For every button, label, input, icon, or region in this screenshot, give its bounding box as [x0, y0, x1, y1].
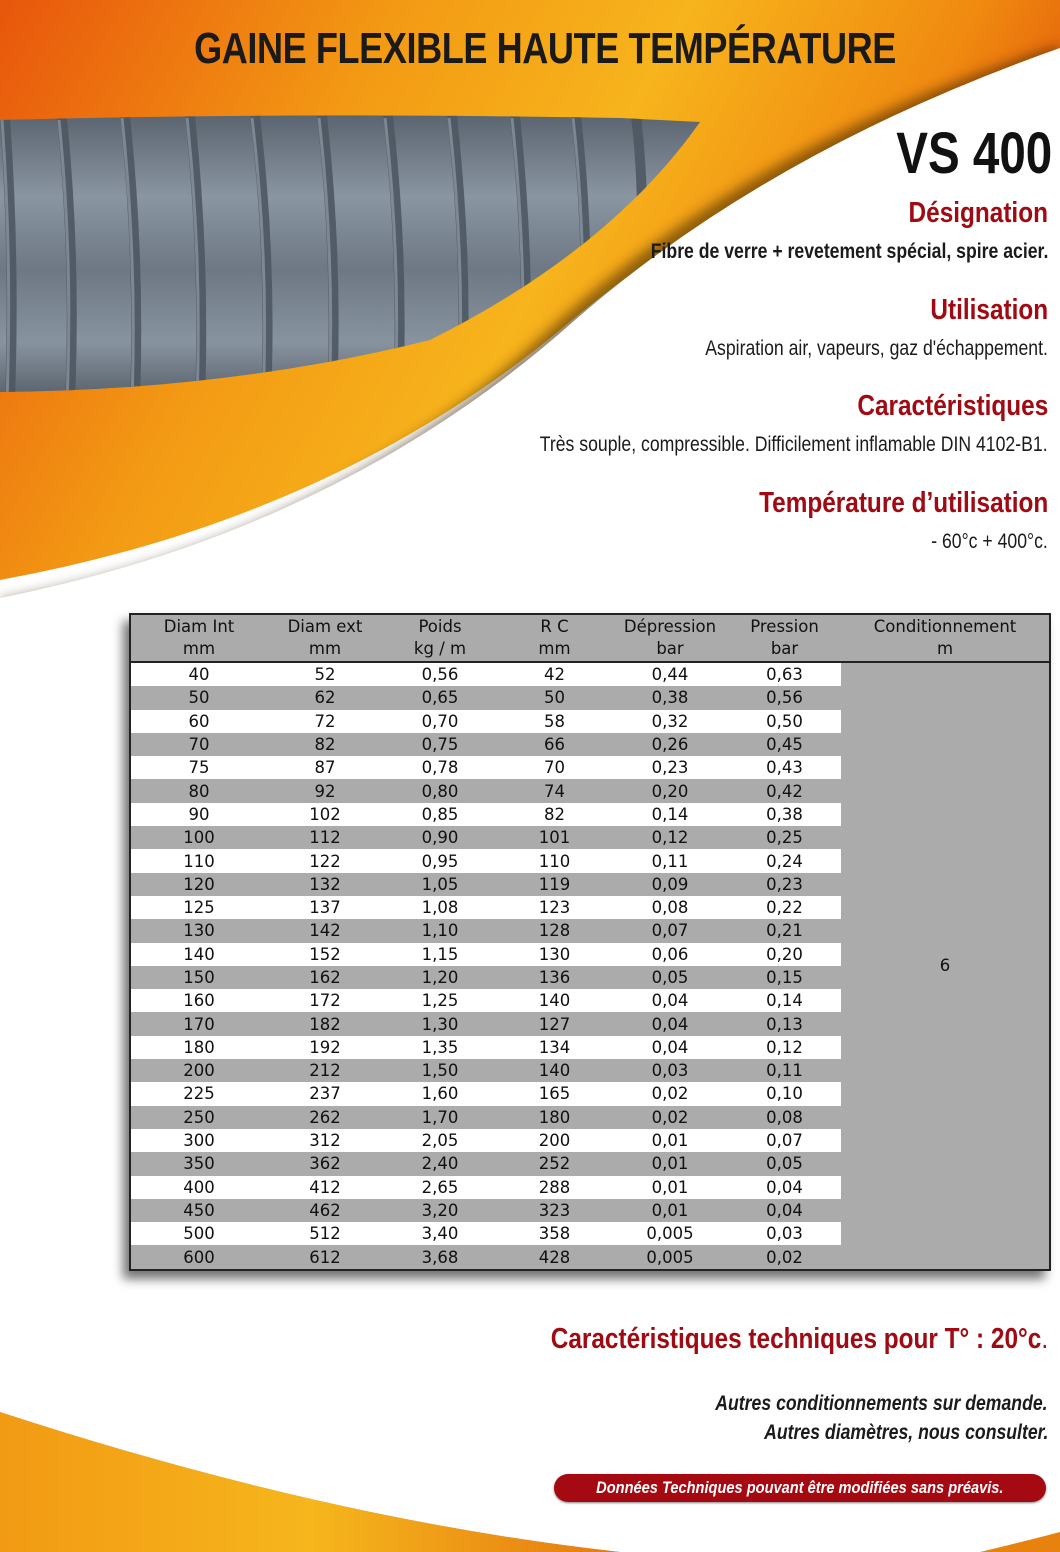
column-header [841, 615, 1049, 662]
table-cell: 200 [497, 1129, 612, 1152]
column-header-name: Poids [418, 617, 462, 636]
table-cell: 0,04 [728, 1199, 841, 1222]
table-cell: 82 [267, 733, 383, 756]
table-cell: 152 [267, 943, 383, 966]
table-cell: 0,04 [612, 1012, 728, 1035]
table-cell: 0,01 [612, 1199, 728, 1222]
table-cell: 400 [131, 1176, 267, 1199]
column-header-unit: m [936, 639, 954, 658]
table-cell: 200 [131, 1059, 267, 1082]
column-header [612, 615, 728, 662]
table-cell: 0,63 [728, 662, 841, 686]
table-cell: 100 [131, 826, 267, 849]
table-cell: 0,38 [728, 803, 841, 826]
table-cell: 0,01 [612, 1129, 728, 1152]
table-cell: 2,05 [383, 1129, 497, 1152]
table-cell: 160 [131, 989, 267, 1012]
table-cell: 170 [131, 1012, 267, 1035]
table-cell: 92 [267, 779, 383, 802]
table-cell: 119 [497, 873, 612, 896]
table-cell: 110 [131, 849, 267, 872]
table-cell: 112 [267, 826, 383, 849]
table-cell: 62 [267, 686, 383, 709]
table-cell: 0,15 [728, 966, 841, 989]
table-cell: 0,10 [728, 1082, 841, 1105]
column-header-name: R C [540, 617, 569, 636]
table-cell: 3,20 [383, 1199, 497, 1222]
table-cell: 1,30 [383, 1012, 497, 1035]
table-cell: 72 [267, 710, 383, 733]
table-cell: 0,65 [383, 686, 497, 709]
column-header [497, 615, 612, 662]
page-title: GAINE FLEXIBLE HAUTE TEMPÉRATURE [194, 24, 896, 73]
column-header-unit: bar [770, 639, 799, 658]
table-cell: 0,05 [728, 1152, 841, 1175]
table-cell: 130 [131, 919, 267, 942]
table-cell: 74 [497, 779, 612, 802]
table-cell: 212 [267, 1059, 383, 1082]
table-cell: 102 [267, 803, 383, 826]
table-cell: 0,005 [612, 1245, 728, 1268]
table-cell: 110 [497, 849, 612, 872]
table-cell: 50 [497, 686, 612, 709]
table-cell: 101 [497, 826, 612, 849]
table-cell: 180 [131, 1036, 267, 1059]
table-cell: 70 [497, 756, 612, 779]
table-cell: 0,13 [728, 1012, 841, 1035]
table-cell: 450 [131, 1199, 267, 1222]
table-cell: 142 [267, 919, 383, 942]
table-cell: 165 [497, 1082, 612, 1105]
table-cell: 70 [131, 733, 267, 756]
table-cell: 1,50 [383, 1059, 497, 1082]
table-cell: 0,11 [612, 849, 728, 872]
table-cell: 350 [131, 1152, 267, 1175]
table-cell: 0,56 [728, 686, 841, 709]
table-cell: 0,08 [728, 1106, 841, 1129]
table-cell: 1,08 [383, 896, 497, 919]
table-cell: 0,01 [612, 1176, 728, 1199]
table-cell: 2,40 [383, 1152, 497, 1175]
table-cell: 0,06 [612, 943, 728, 966]
table-cell: 323 [497, 1199, 612, 1222]
table-cell: 1,20 [383, 966, 497, 989]
table-cell: 0,12 [728, 1036, 841, 1059]
table-cell: 140 [497, 1059, 612, 1082]
disclaimer-text: Données Techniques pouvant être modifiées sans préavis. [596, 1478, 1004, 1497]
table-cell: 50 [131, 686, 267, 709]
table-cell: 0,14 [728, 989, 841, 1012]
table-cell: 1,70 [383, 1106, 497, 1129]
table-cell: 0,70 [383, 710, 497, 733]
table-cell: 237 [267, 1082, 383, 1105]
table-header-row [131, 615, 1049, 662]
table-cell: 162 [267, 966, 383, 989]
table-cell: 250 [131, 1106, 267, 1129]
column-header-unit: bar [656, 639, 684, 658]
column-header-unit: mm [308, 639, 342, 658]
section-text-caracteristiques: Très souple, compressible. Difficilement inflamable DIN 4102-B1. [540, 433, 1048, 456]
section-text-designation: Fibre de verre + revetement spécial, spire acier. [650, 240, 1048, 263]
table-cell: 180 [497, 1106, 612, 1129]
table-cell: 66 [497, 733, 612, 756]
table-cell: 182 [267, 1012, 383, 1035]
table-cell: 58 [497, 710, 612, 733]
table-cell: 0,07 [728, 1129, 841, 1152]
table-body [131, 662, 1049, 1269]
table-cell: 1,15 [383, 943, 497, 966]
table-cell: 123 [497, 896, 612, 919]
column-header-unit: kg / m [413, 639, 467, 658]
table-cell: 0,05 [612, 966, 728, 989]
table-cell: 0,23 [728, 873, 841, 896]
column-header-name: Diam ext [287, 617, 363, 636]
tech-conditions-text: Caractéristiques techniques pour T° : 20°c [550, 1323, 1042, 1355]
table-cell: 3,40 [383, 1222, 497, 1245]
table-cell: 0,11 [728, 1059, 841, 1082]
table-cell: 428 [497, 1245, 612, 1268]
section-heading-caracteristiques: Caractéristiques [857, 390, 1048, 422]
table-cell: 150 [131, 966, 267, 989]
table-cell: 412 [267, 1176, 383, 1199]
table-cell: 512 [267, 1222, 383, 1245]
table-cell: 140 [497, 989, 612, 1012]
table-cell: 52 [267, 662, 383, 686]
table-cell: 0,03 [728, 1222, 841, 1245]
specs-table [131, 615, 1049, 1269]
table-cell: 80 [131, 779, 267, 802]
column-header [728, 615, 841, 662]
note-diametres: Autres diamètres, nous consulter. [763, 1421, 1048, 1444]
column-header-name: Diam Int [163, 617, 235, 636]
table-cell: 1,05 [383, 873, 497, 896]
table-cell: 137 [267, 896, 383, 919]
table-cell: 128 [497, 919, 612, 942]
column-header [131, 615, 267, 662]
column-header-unit: mm [538, 639, 571, 658]
table-cell: 500 [131, 1222, 267, 1245]
conditionnement-cell: 6 [841, 662, 1049, 1269]
table-cell: 120 [131, 873, 267, 896]
table-cell: 2,65 [383, 1176, 497, 1199]
table-cell: 0,03 [612, 1059, 728, 1082]
column-header-name: Pression [750, 617, 819, 636]
column-header-name: Dépression [623, 617, 717, 636]
tech-conditions-heading [551, 1323, 1048, 1356]
note-conditionnements: Autres conditionnements sur demande. [715, 1392, 1048, 1415]
table-cell: 0,08 [612, 896, 728, 919]
table-cell: 122 [267, 849, 383, 872]
column-header [267, 615, 383, 662]
table-cell: 0,22 [728, 896, 841, 919]
column-header [383, 615, 497, 662]
table-cell: 0,24 [728, 849, 841, 872]
section-heading-designation: Désignation [908, 197, 1048, 229]
table-cell: 0,80 [383, 779, 497, 802]
table-cell: 288 [497, 1176, 612, 1199]
table-cell: 0,20 [612, 779, 728, 802]
table-cell: 0,21 [728, 919, 841, 942]
table-cell: 60 [131, 710, 267, 733]
table-cell: 0,04 [612, 989, 728, 1012]
table-cell: 0,50 [728, 710, 841, 733]
table-cell: 0,32 [612, 710, 728, 733]
table-cell: 0,04 [612, 1036, 728, 1059]
table-cell: 192 [267, 1036, 383, 1059]
table-cell: 0,02 [728, 1245, 841, 1268]
table-cell: 0,75 [383, 733, 497, 756]
table-cell: 300 [131, 1129, 267, 1152]
table-cell: 75 [131, 756, 267, 779]
table-cell: 0,14 [612, 803, 728, 826]
table-cell: 612 [267, 1245, 383, 1268]
table-cell: 0,04 [728, 1176, 841, 1199]
table-cell: 0,005 [612, 1222, 728, 1245]
table-cell: 127 [497, 1012, 612, 1035]
section-heading-utilisation: Utilisation [930, 294, 1048, 326]
table-cell: 125 [131, 896, 267, 919]
table-cell: 0,44 [612, 662, 728, 686]
table-cell: 40 [131, 662, 267, 686]
table-cell: 0,23 [612, 756, 728, 779]
table-cell: 134 [497, 1036, 612, 1059]
table-cell: 0,26 [612, 733, 728, 756]
table-cell: 1,60 [383, 1082, 497, 1105]
table-cell: 82 [497, 803, 612, 826]
table-row [131, 662, 1049, 686]
tech-conditions-dot: . [1041, 1323, 1048, 1355]
table-cell: 0,12 [612, 826, 728, 849]
section-heading-temperature: Température d’utilisation [758, 487, 1048, 519]
section-text-utilisation: Aspiration air, vapeurs, gaz d'échappement. [705, 337, 1048, 360]
table-cell: 136 [497, 966, 612, 989]
table-cell: 0,09 [612, 873, 728, 896]
table-cell: 262 [267, 1106, 383, 1129]
column-header-unit: mm [182, 639, 216, 658]
table-cell: 252 [497, 1152, 612, 1175]
table-cell: 0,01 [612, 1152, 728, 1175]
table-cell: 132 [267, 873, 383, 896]
table-cell: 600 [131, 1245, 267, 1268]
table-cell: 0,78 [383, 756, 497, 779]
table-cell: 1,25 [383, 989, 497, 1012]
table-cell: 312 [267, 1129, 383, 1152]
disclaimer-banner [554, 1474, 1046, 1502]
table-cell: 0,02 [612, 1082, 728, 1105]
table-cell: 87 [267, 756, 383, 779]
table-cell: 1,35 [383, 1036, 497, 1059]
table-cell: 0,90 [383, 826, 497, 849]
table-cell: 0,02 [612, 1106, 728, 1129]
column-header-name: Conditionnement [873, 617, 1017, 636]
table-cell: 0,38 [612, 686, 728, 709]
table-cell: 462 [267, 1199, 383, 1222]
table-cell: 0,42 [728, 779, 841, 802]
table-cell: 130 [497, 943, 612, 966]
table-cell: 0,85 [383, 803, 497, 826]
section-text-temperature: - 60°c + 400°c. [931, 530, 1048, 553]
table-cell: 1,10 [383, 919, 497, 942]
table-cell: 225 [131, 1082, 267, 1105]
table-cell: 0,45 [728, 733, 841, 756]
table-cell: 0,25 [728, 826, 841, 849]
specs-table-container [129, 613, 1051, 1271]
table-cell: 0,95 [383, 849, 497, 872]
table-cell: 172 [267, 989, 383, 1012]
table-cell: 140 [131, 943, 267, 966]
table-cell: 90 [131, 803, 267, 826]
table-cell: 0,56 [383, 662, 497, 686]
model-name: VS 400 [895, 121, 1052, 186]
table-cell: 0,07 [612, 919, 728, 942]
table-cell: 358 [497, 1222, 612, 1245]
table-cell: 42 [497, 662, 612, 686]
table-cell: 362 [267, 1152, 383, 1175]
table-cell: 0,43 [728, 756, 841, 779]
table-cell: 3,68 [383, 1245, 497, 1268]
table-cell: 0,20 [728, 943, 841, 966]
